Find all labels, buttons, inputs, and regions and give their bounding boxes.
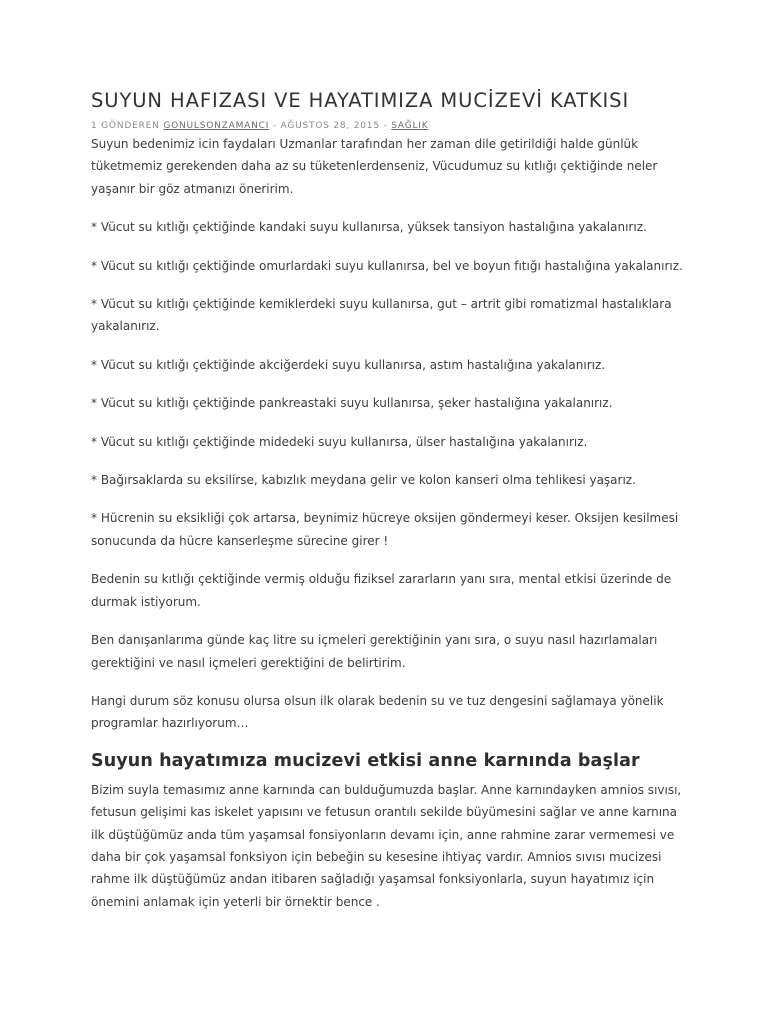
- author-link[interactable]: GONULSONZAMANCI: [163, 121, 270, 131]
- paragraph: Bedenin su kıtlığı çektiğinde vermiş olduğu fiziksel zararların yanı sıra, mental etkisi üzerinde de durmak istiyorum.: [91, 572, 672, 609]
- meta-separator: -: [269, 121, 281, 131]
- paragraph: * Vücut su kıtlığı çektiğinde akciğerdeki suyu kullanırsa, astım hastalığına yakalanırız.: [91, 357, 606, 372]
- paragraph: Suyun bedenimiz icin faydaları Uzmanlar tarafından her zaman dile getirildiği halde günlük tüketmemiz gerekenden daha az su tüketenlerdenseniz, Vücudumuz su kıtlığı çektiğinde neler yaşanır bir göz atmanızı öneririm.: [91, 137, 658, 196]
- paragraph: Ben danışanlarıma günde kaç litre su içmeleri gerektiğinin yanı sıra, o suyu nasıl hazırlamaları gerektiğini ve nasıl içmeleri gerektiğini de belirtirim.: [91, 633, 658, 670]
- meta-prefix: 1 GÖNDEREN: [91, 121, 164, 131]
- paragraph: Hangi durum söz konusu olursa olsun ilk olarak bedenin su ve tuz dengesini sağlamaya yönelik programlar hazırlıyorum…: [91, 693, 664, 731]
- article-body: [91, 133, 683, 735]
- section-body: [91, 779, 683, 913]
- paragraph: * Vücut su kıtlığı çektiğinde omurlardaki suyu kullanırsa, bel ve boyun fıtığı hastalığına yakalanırız.: [91, 258, 683, 273]
- article: [91, 86, 683, 913]
- paragraph: * Bağırsaklarda su eksilirse, kabızlık meydana gelir ve kolon kanseri olma tehlikesi yaşarız.: [91, 473, 636, 488]
- post-date: AĞUSTOS 28, 2015: [280, 121, 380, 131]
- meta-separator: -: [379, 121, 392, 131]
- post-meta: [91, 120, 683, 133]
- paragraph: * Hücrenin su eksikliği çok artarsa, beynimiz hücreye oksijen göndermeyi keser. Oksijen kesilmesi sonucunda da hücre kanserleşme sürecine girer !: [91, 511, 679, 548]
- paragraph: * Vücut su kıtlığı çektiğinde midedeki suyu kullanırsa, ülser hastalığına yakalanırız.: [91, 434, 588, 449]
- article-title: SUYUN HAFIZASI VE HAYATIMIZA MUCİZEVİ KATKISI: [91, 89, 630, 112]
- section-heading: Suyun hayatımıza mucizevi etkisi anne karnında başlar: [91, 750, 640, 771]
- paragraph: * Vücut su kıtlığı çektiğinde kemiklerdeki suyu kullanırsa, gut – artrit gibi romatizmal hastalıklara yakalanırız.: [91, 297, 672, 334]
- category-link[interactable]: SAĞLIK: [391, 121, 429, 131]
- section-paragraph: Bizim suyla temasımız anne karnında can bulduğumuzda başlar. Anne karnındayken amnios sıvısı, fetusun gelişimi kas iskelet yapısını ve fetusun orantılı sekilde büyümesini sağlar ve anne karnına ilk düştüğümüz anda tüm yaşamsal fonsiyonların devamı için, anne rahmine zarar vermemesi ve daha bir çok yaşamsal fonksiyon için bebeğin su kesesine ihtiyaç vardır. Amnios sıvısı mucizesi rahme ilk düştüğümüz andan itibaren sağladığı yaşamsal fonksiyonlarla, suyun hayatımız için önemini anlamak için yeterli bir örnektir bence .: [91, 782, 682, 909]
- paragraph: * Vücut su kıtlığı çektiğinde kandaki suyu kullanırsa, yüksek tansiyon hastalığına yakalanırız.: [91, 220, 647, 235]
- paragraph: * Vücut su kıtlığı çektiğinde pankreastaki suyu kullanırsa, şeker hastalığına yakalanırız.: [91, 396, 613, 411]
